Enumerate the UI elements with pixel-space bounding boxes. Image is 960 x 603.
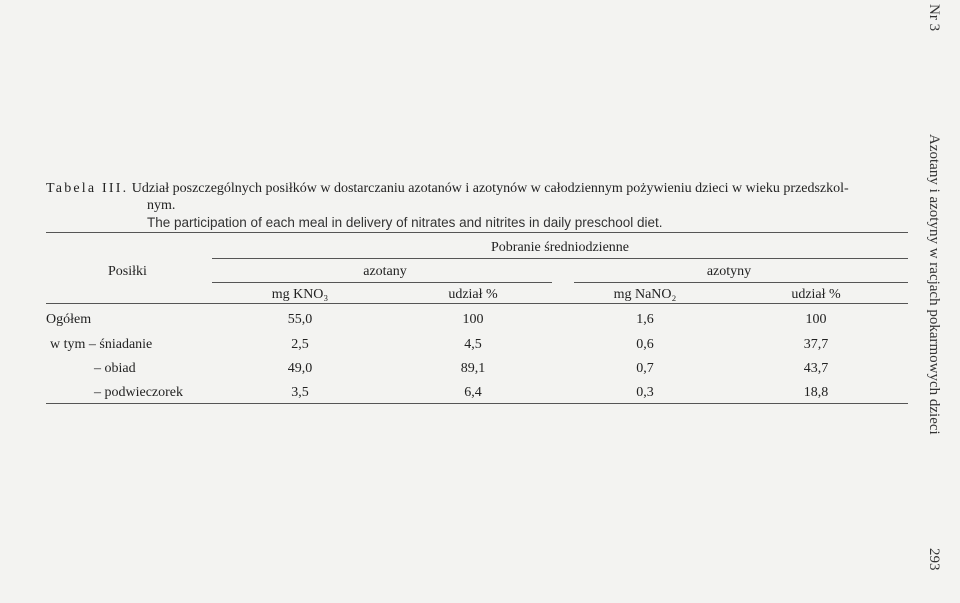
table-cell: 49,0 [287,361,313,376]
table-cell: 18,8 [803,385,829,400]
row-label: w tym – śniadanie [50,337,153,352]
caption-english: The participation of each meal in delivery of nitrates and nitrites in daily preschool diet. [147,215,663,230]
column-header: mg NaNO₂ [613,287,677,302]
azotany-rule [212,282,552,283]
column-header: udział % [791,287,841,302]
header-group-label: Pobranie średniodzienne [490,240,630,255]
table-cell: 0,7 [636,361,654,376]
table-cell: 1,6 [636,312,654,327]
table-cell: 55,0 [287,312,313,327]
table-cell: 100 [462,312,484,327]
table-cell: 89,1 [460,361,486,376]
table-cell: 0,3 [636,385,654,400]
row-label: – obiad [94,361,136,376]
table-cell: 4,5 [464,337,482,352]
group-header-rule [212,258,908,259]
row-label: Ogółem [46,312,92,327]
azotany-label: azotany [363,264,407,279]
running-title: Azotany i azotyny w racjach pokarmowych dzieci [926,134,942,435]
table-cell: 2,5 [291,337,309,352]
table-caption [46,180,906,231]
row-header-label: Posiłki [108,264,147,279]
row-label: – podwieczorek [94,385,184,400]
page-number: 293 [926,548,942,571]
table-cell: 43,7 [803,361,829,376]
azotyny-label: azotyny [706,264,752,279]
table-cell: 3,5 [291,385,309,400]
table-label: Tabela III. [46,181,129,196]
caption-polish-text: Udział poszczególnych posiłków w dostarczaniu azotanów i azotynów w całodziennym pożywieniu dzieci w wieku przedszkol- [131,181,849,196]
caption-polish-line2: nym. [147,198,176,213]
caption-polish-line1 [46,180,906,197]
column-header: mg KNO₃ [271,287,329,302]
azotyny-rule [574,282,908,283]
issue-number: Nr 3 [926,4,942,32]
table-cell: 6,4 [464,385,482,400]
column-header: udział % [448,287,498,302]
table-top-rule [46,232,908,233]
table-cell: 0,6 [636,337,654,352]
header-bottom-rule [46,303,908,304]
table-cell: 37,7 [803,337,829,352]
table-bottom-rule [46,403,908,404]
table-cell: 100 [805,312,827,327]
